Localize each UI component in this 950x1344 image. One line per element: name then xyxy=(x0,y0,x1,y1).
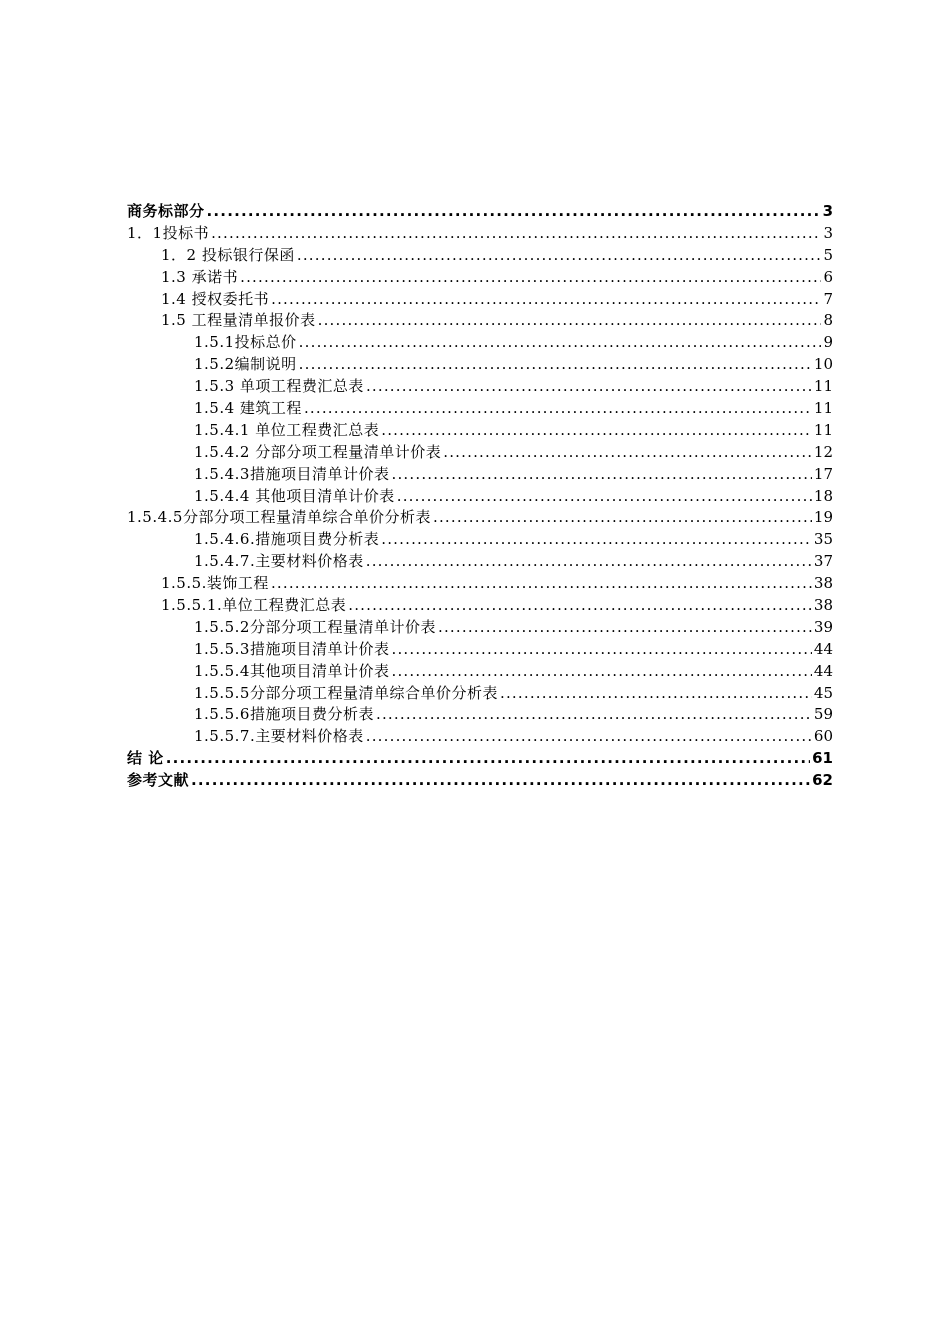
toc-entry-page-number: 7 xyxy=(823,289,833,308)
toc-dot-leader xyxy=(397,486,812,508)
toc-entry-label: 商务标部分 xyxy=(127,202,205,220)
toc-dot-leader xyxy=(240,267,821,289)
toc-dot-leader xyxy=(391,661,811,683)
toc-entry-label: 结 论 xyxy=(127,749,164,768)
toc-entry-label: 1．2 投标银行保函 xyxy=(161,245,295,264)
toc-entry[interactable] xyxy=(127,376,833,398)
toc-dot-leader xyxy=(433,507,812,529)
toc-entry-label: 1.3 承诺书 xyxy=(161,267,239,286)
toc-entry-label: 1.5.4.1 单位工程费汇总表 xyxy=(194,420,380,439)
toc-dot-leader xyxy=(304,398,812,420)
toc-entry-label: 1.5.4.6.措施项目费分析表 xyxy=(194,530,380,549)
toc-entry-label: 1.5.5.装饰工程 xyxy=(161,574,269,593)
toc-dot-leader xyxy=(438,617,812,639)
toc-entry[interactable] xyxy=(127,748,833,770)
toc-entry-page-number: 8 xyxy=(823,311,833,330)
toc-entry[interactable] xyxy=(127,595,833,617)
toc-entry[interactable] xyxy=(127,442,833,464)
toc-entry-page-number: 12 xyxy=(813,442,833,461)
toc-entry-label: 1.5.4 建筑工程 xyxy=(194,399,302,418)
toc-entry-page-number: 44 xyxy=(813,661,833,680)
toc-dot-leader xyxy=(297,245,822,267)
toc-entry-label: 1.5.5.5分部分项工程量清单综合单价分析表 xyxy=(194,683,498,702)
toc-entry-label: 1.5.5.4其他项目清单计价表 xyxy=(194,661,390,680)
toc-entry-page-number: 9 xyxy=(823,333,833,352)
toc-entry-label: 1.5.1投标总价 xyxy=(194,333,297,352)
toc-entry-label: 1.5.5.6措施项目费分析表 xyxy=(194,705,374,724)
toc-dot-leader xyxy=(348,595,812,617)
toc-entry-page-number: 3 xyxy=(822,202,833,220)
toc-entry[interactable] xyxy=(127,398,833,420)
toc-entry-label: 1.5.4.7.主要材料价格表 xyxy=(194,552,364,571)
toc-entry-page-number: 59 xyxy=(813,705,833,724)
toc-entry[interactable] xyxy=(127,639,833,661)
toc-entry[interactable] xyxy=(127,726,833,748)
toc-entry-page-number: 37 xyxy=(813,552,833,571)
toc-entry[interactable] xyxy=(127,486,833,508)
toc-entry-page-number: 62 xyxy=(812,771,833,790)
toc-entry-page-number: 45 xyxy=(813,683,833,702)
toc-dot-leader xyxy=(318,310,822,332)
toc-entry-label: 1.5.5.2分部分项工程量清单计价表 xyxy=(194,617,436,636)
toc-dot-leader xyxy=(166,748,810,770)
toc-entry-page-number: 60 xyxy=(813,727,833,746)
toc-entry[interactable] xyxy=(127,464,833,486)
toc-dot-leader xyxy=(366,551,812,573)
toc-entry[interactable] xyxy=(127,661,833,683)
toc-entry-label: 1.4 授权委托书 xyxy=(161,289,270,308)
toc-dot-leader xyxy=(299,354,812,376)
toc-entry-label: 1.5.3 单项工程费汇总表 xyxy=(194,377,364,396)
toc-dot-leader xyxy=(381,420,812,442)
toc-entry-page-number: 35 xyxy=(813,530,833,549)
toc-entry-page-number: 39 xyxy=(813,617,833,636)
toc-entry-page-number: 38 xyxy=(813,596,833,615)
toc-entry-page-number: 3 xyxy=(823,223,833,242)
toc-entry-page-number: 6 xyxy=(823,267,833,286)
toc-entry[interactable] xyxy=(127,551,833,573)
toc-entry-label: 1.5.4.3措施项目清单计价表 xyxy=(194,464,390,483)
toc-entry[interactable] xyxy=(127,332,833,354)
toc-entry-page-number: 11 xyxy=(813,377,833,396)
toc-dot-leader xyxy=(443,442,812,464)
toc-entry[interactable] xyxy=(127,267,833,289)
toc-entry[interactable] xyxy=(127,617,833,639)
toc-entry[interactable] xyxy=(127,704,833,726)
toc-entry-page-number: 17 xyxy=(813,464,833,483)
toc-entry[interactable] xyxy=(127,310,833,332)
toc-dot-leader xyxy=(271,289,821,311)
toc-dot-leader xyxy=(366,726,812,748)
toc-dot-leader xyxy=(376,704,812,726)
toc-entry-page-number: 5 xyxy=(823,245,833,264)
toc-entry-page-number: 11 xyxy=(813,420,833,439)
toc-dot-leader xyxy=(366,376,812,398)
toc-entry[interactable] xyxy=(127,245,833,267)
toc-entry-page-number: 19 xyxy=(813,508,833,527)
toc-entry[interactable] xyxy=(127,354,833,376)
toc-entry-label: 1.5 工程量清单报价表 xyxy=(161,311,316,330)
toc-entry[interactable] xyxy=(127,770,833,792)
toc-dot-leader xyxy=(381,529,812,551)
toc-dot-leader xyxy=(500,683,812,705)
table-of-contents xyxy=(127,201,833,792)
toc-entry-label: 1.5.2编制说明 xyxy=(194,355,297,374)
toc-entry[interactable] xyxy=(127,573,833,595)
toc-entry[interactable] xyxy=(127,201,833,223)
toc-entry-label: 1.5.4.5分部分项工程量清单综合单价分析表 xyxy=(127,508,431,527)
toc-entry[interactable] xyxy=(127,529,833,551)
toc-entry-label: 1.5.5.7.主要材料价格表 xyxy=(194,727,364,746)
toc-dot-leader xyxy=(191,770,810,792)
toc-entry-page-number: 44 xyxy=(813,639,833,658)
toc-dot-leader xyxy=(391,464,811,486)
toc-dot-leader xyxy=(299,332,822,354)
toc-entry[interactable] xyxy=(127,420,833,442)
toc-dot-leader xyxy=(207,201,821,223)
toc-entry-page-number: 61 xyxy=(812,749,833,768)
toc-entry-label: 1.5.5.1.单位工程费汇总表 xyxy=(161,596,347,615)
toc-dot-leader xyxy=(211,223,821,245)
toc-dot-leader xyxy=(391,639,811,661)
toc-entry-label: 1．1投标书 xyxy=(127,223,210,242)
toc-entry[interactable] xyxy=(127,289,833,311)
toc-entry-label: 1.5.4.2 分部分项工程量清单计价表 xyxy=(194,442,442,461)
toc-entry[interactable] xyxy=(127,683,833,705)
toc-entry-page-number: 18 xyxy=(813,486,833,505)
toc-entry-page-number: 38 xyxy=(813,574,833,593)
toc-dot-leader xyxy=(271,573,812,595)
toc-entry-label: 1.5.4.4 其他项目清单计价表 xyxy=(194,486,395,505)
toc-entry-label: 参考文献 xyxy=(127,771,190,790)
toc-entry[interactable] xyxy=(127,507,833,529)
toc-entry[interactable] xyxy=(127,223,833,245)
toc-entry-page-number: 11 xyxy=(813,399,833,418)
toc-entry-label: 1.5.5.3措施项目清单计价表 xyxy=(194,639,390,658)
toc-entry-page-number: 10 xyxy=(813,355,833,374)
